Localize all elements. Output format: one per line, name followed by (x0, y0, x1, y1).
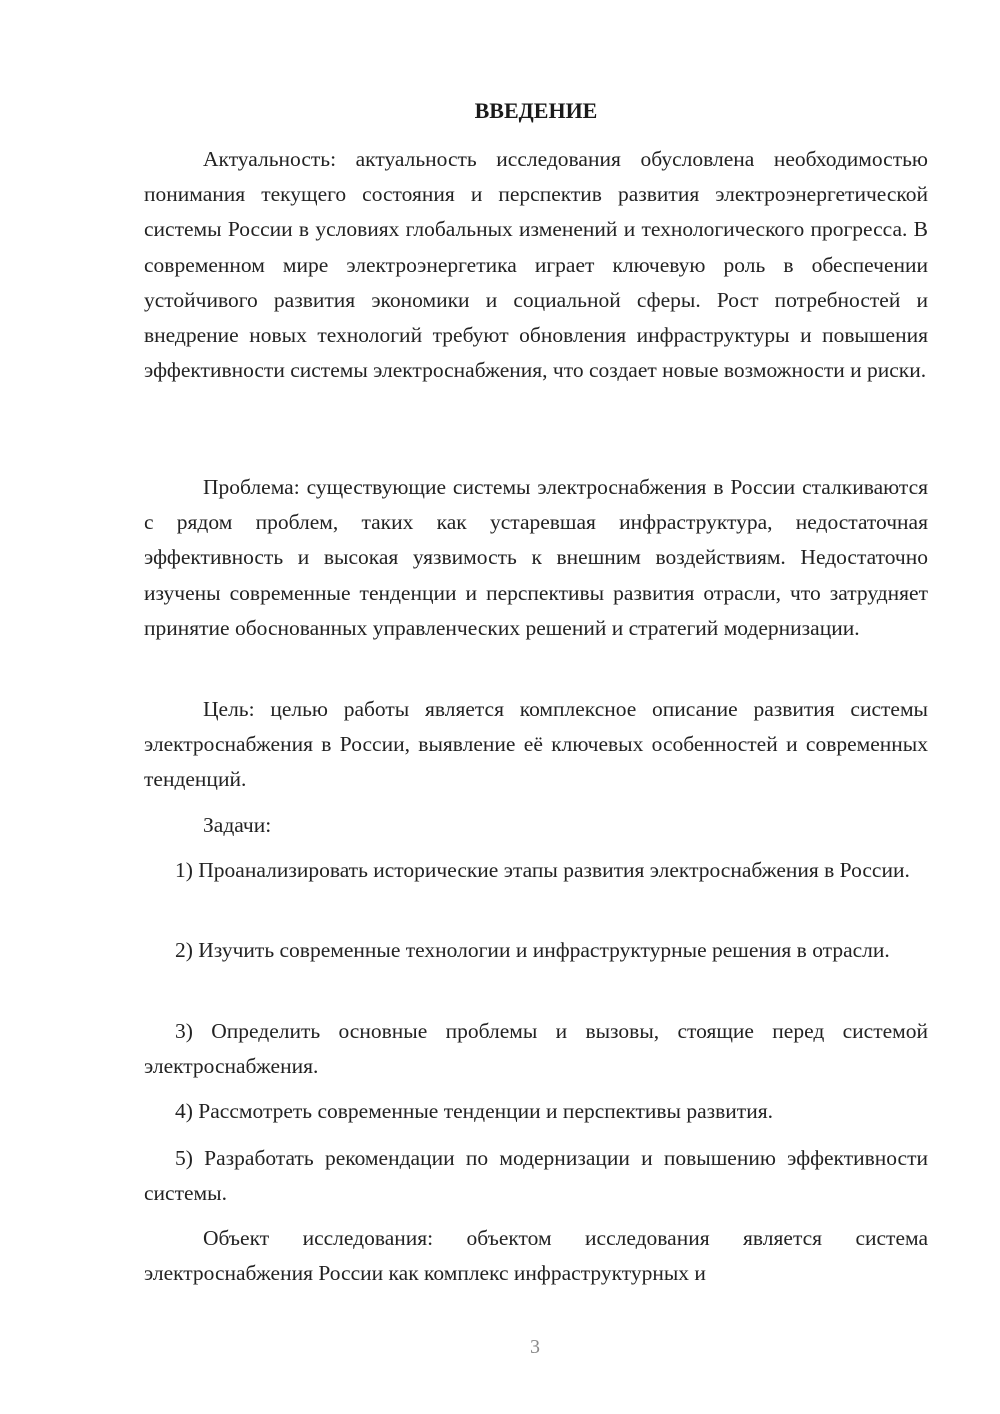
relevance-paragraph: Актуальность: актуальность исследования обусловлена необходимостью понимания текущего состояния и перспектив развития электроэнергетической системы России в условиях глобальных изменений и технологического прогресса. В современном мире электроэнергетика играет ключевую роль в обеспечении устойчивого развития экономики и социальной сферы. Рост потребностей и внедрение новых технологий требуют обновления инфраструктуры и повышения эффективности системы электроснабжения, что создает новые возможности и риски. (144, 147, 928, 383)
goal-paragraph: Цель: целью работы является комплексное описание развития системы электроснабжения в России, выявление её ключевых особенностей и современных тенденций. (144, 697, 928, 792)
problem-paragraph: Проблема: существующие системы электроснабжения в России сталкиваются с рядом проблем, таких как устаревшая инфраструктура, недостаточная эффективность и высокая уязвимость к внешним воздействиям. Недостаточно изучены современные тенденции и перспективы развития отрасли, что затрудняет принятие обоснованных управленческих решений и стратегий модернизации. (144, 475, 928, 640)
section-heading: ВВЕДЕНИЕ (474, 98, 598, 123)
task-item-1: 1) Проанализировать исторические этапы развития электроснабжения в России. (175, 858, 910, 882)
task-item-2: 2) Изучить современные технологии и инфраструктурные решения в отрасли. (175, 938, 890, 962)
object-paragraph: Объект исследования: объектом исследования является система электроснабжения России как комплекс инфраструктурных и (144, 1226, 928, 1286)
page-number: 3 (530, 1336, 540, 1358)
task-item-4: 4) Рассмотреть современные тенденции и перспективы развития. (175, 1099, 773, 1123)
task-item-5: 5) Разработать рекомендации по модернизации и повышению эффективности системы. (144, 1146, 928, 1206)
tasks-label: Задачи: (203, 813, 272, 837)
task-item-3: 3) Определить основные проблемы и вызовы, стоящие перед системой электроснабжения. (144, 1019, 928, 1079)
